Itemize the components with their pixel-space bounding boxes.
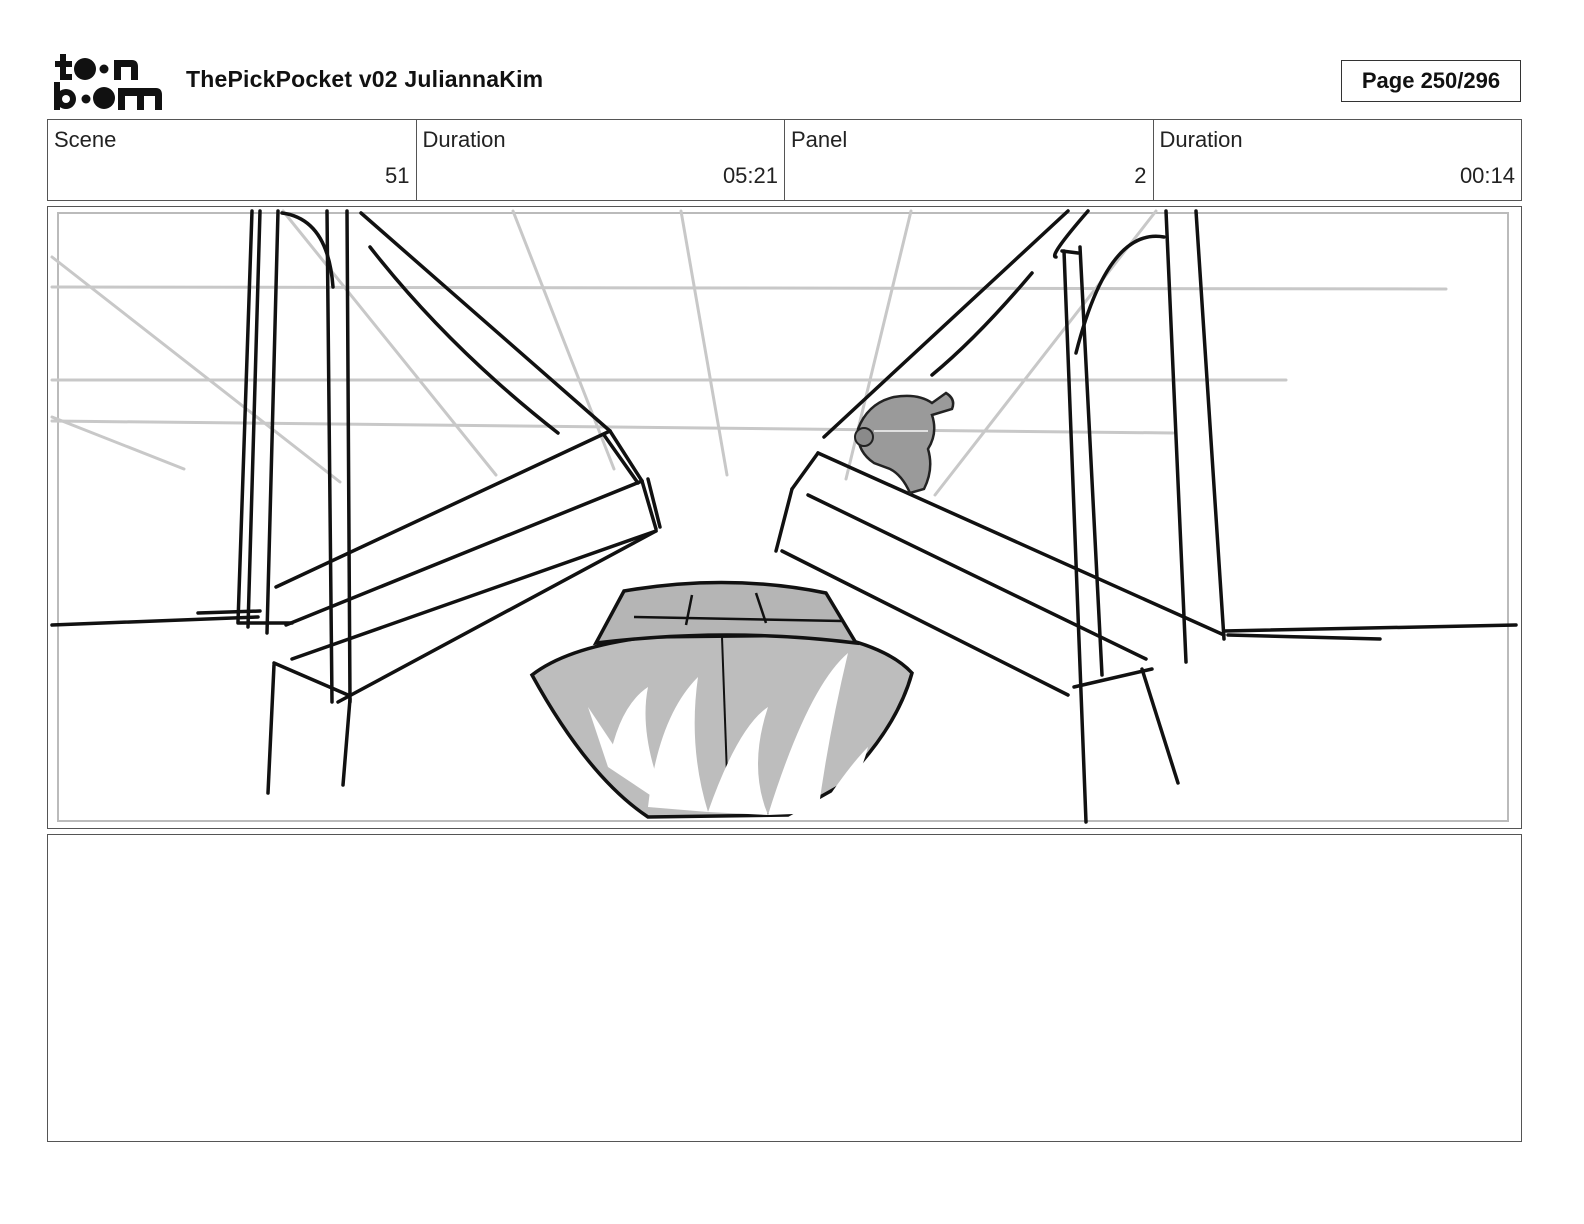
boat-sketch bbox=[532, 582, 912, 819]
scene-label: Scene bbox=[54, 127, 117, 152]
panel-duration-value: 00:14 bbox=[1459, 163, 1515, 188]
panel-duration-label: Duration bbox=[1159, 127, 1243, 152]
panel-value: 2 bbox=[1134, 163, 1147, 188]
storyboard-sketch bbox=[48, 207, 1520, 827]
page-indicator: Page 250/296 bbox=[1341, 60, 1521, 102]
panel-label: Panel bbox=[791, 127, 848, 152]
storyboard-panel bbox=[47, 206, 1522, 829]
panel-cell bbox=[785, 120, 1154, 200]
panel-notes-box bbox=[47, 834, 1522, 1142]
panel-duration-cell bbox=[1154, 120, 1522, 200]
scene-duration-label: Duration bbox=[422, 127, 506, 152]
scene-value: 51 bbox=[385, 163, 410, 188]
scene-duration-cell bbox=[417, 120, 786, 200]
info-bar bbox=[47, 119, 1522, 201]
scene-cell bbox=[48, 120, 417, 200]
toon-boom-logo bbox=[52, 52, 164, 112]
scene-duration-value: 05:21 bbox=[722, 163, 778, 188]
project-title: ThePickPocket v02 JuliannaKim bbox=[186, 66, 544, 92]
logo-icon bbox=[52, 52, 164, 112]
